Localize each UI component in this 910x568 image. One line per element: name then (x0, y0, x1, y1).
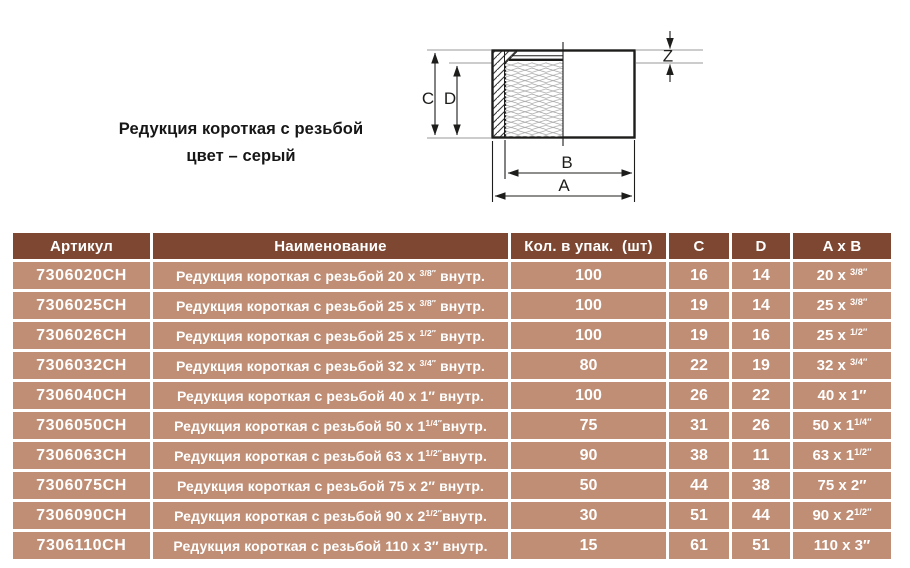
qty-cell: 75 (511, 412, 666, 439)
qty-cell: 80 (511, 352, 666, 379)
table-row (13, 472, 891, 499)
name-cell: Редукция короткая с резьбой 110 x 3″ внутр. (153, 532, 508, 559)
article-cell: 7306032CH (13, 352, 150, 379)
qty-cell: 100 (511, 322, 666, 349)
c-cell: 26 (669, 382, 729, 409)
page-header-area (0, 0, 910, 230)
name-cell: Редукция короткая с резьбой 75 x 2″ внутр. (153, 472, 508, 499)
c-cell: 51 (669, 502, 729, 529)
table-row (13, 262, 891, 289)
d-cell: 51 (732, 532, 790, 559)
c-cell: 31 (669, 412, 729, 439)
axb-cell: 40 x 1″ (793, 382, 891, 409)
d-cell: 16 (732, 322, 790, 349)
col-header-c: C (669, 233, 729, 259)
d-cell: 11 (732, 442, 790, 469)
name-cell: Редукция короткая с резьбой 25 x $^{3/8''}$ внутр. (153, 292, 508, 319)
dim-label-a: A (558, 176, 570, 195)
table-row (13, 442, 891, 469)
axb-cell: 25 x $^{3/8''}$ (793, 292, 891, 319)
article-cell: 7306026CH (13, 322, 150, 349)
col-header-name: Наименование (153, 233, 508, 259)
c-cell: 38 (669, 442, 729, 469)
table-header-row (13, 233, 891, 259)
table-row (13, 382, 891, 409)
left-wall-hatch (494, 52, 505, 137)
table-row (13, 502, 891, 529)
article-cell: 7306110CH (13, 532, 150, 559)
axb-cell: 75 x 2″ (793, 472, 891, 499)
product-title-line2: цвет – серый (186, 147, 296, 165)
name-cell: Редукция короткая с резьбой 32 x $^{3/4''}$ внутр. (153, 352, 508, 379)
product-title-line1: Редукция короткая с резьбой (118, 120, 364, 138)
axb-cell: 63 x $1^{1/2''}$ (793, 442, 891, 469)
name-cell: Редукция короткая с резьбой 40 x 1″ внутр. (153, 382, 508, 409)
axb-cell: 32 x $^{3/4''}$ (793, 352, 891, 379)
name-cell: Редукция короткая с резьбой 90 x $2^{1/2''}внутр$. (153, 502, 508, 529)
axb-cell: 110 x 3″ (793, 532, 891, 559)
qty-cell: 15 (511, 532, 666, 559)
axb-cell: 90 x $2^{1/2''}$ (793, 502, 891, 529)
c-cell: 19 (669, 292, 729, 319)
d-cell: 44 (732, 502, 790, 529)
axb-cell: 50 x $1^{1/4''}$ (793, 412, 891, 439)
fitting-body (493, 42, 635, 146)
table-row (13, 532, 891, 559)
table-row (13, 322, 891, 349)
product-title (80, 116, 402, 170)
dim-label-d: D (443, 89, 457, 108)
article-cell: 7306090CH (13, 502, 150, 529)
dim-label-c: C (421, 89, 435, 108)
qty-cell: 100 (511, 292, 666, 319)
name-cell: Редукция короткая с резьбой 63 x $1^{1/2''}внутр$. (153, 442, 508, 469)
article-cell: 7306075CH (13, 472, 150, 499)
axb-cell: 25 x $^{1/2''}$ (793, 322, 891, 349)
d-cell: 26 (732, 412, 790, 439)
table-row (13, 352, 891, 379)
col-header-axb: A x B (793, 233, 891, 259)
qty-cell: 30 (511, 502, 666, 529)
d-cell: 38 (732, 472, 790, 499)
c-cell: 16 (669, 262, 729, 289)
table-row (13, 292, 891, 319)
c-cell: 61 (669, 532, 729, 559)
d-cell: 14 (732, 262, 790, 289)
table-row (13, 412, 891, 439)
d-cell: 19 (732, 352, 790, 379)
article-cell: 7306063CH (13, 442, 150, 469)
name-cell: Редукция короткая с резьбой 25 x $^{1/2''}$ внутр. (153, 322, 508, 349)
qty-cell: 90 (511, 442, 666, 469)
name-cell: Редукция короткая с резьбой 20 x $^{3/8''}$ внутр. (153, 262, 508, 289)
c-cell: 44 (669, 472, 729, 499)
dim-label-z: Z (662, 46, 674, 66)
d-cell: 22 (732, 382, 790, 409)
qty-cell: 50 (511, 472, 666, 499)
d-cell: 14 (732, 292, 790, 319)
col-header-qty: Кол. в упак. (шт) (511, 233, 666, 259)
article-cell: 7306020CH (13, 262, 150, 289)
qty-cell: 100 (511, 382, 666, 409)
fitting-section-drawing (0, 0, 910, 230)
product-table (10, 230, 894, 562)
axb-cell: 20 x $^{3/8''}$ (793, 262, 891, 289)
article-cell: 7306040CH (13, 382, 150, 409)
name-cell: Редукция короткая с резьбой 50 x $1^{1/4''}внутр$. (153, 412, 508, 439)
internal-thread-hatch (505, 62, 563, 137)
dim-label-b: B (561, 153, 573, 172)
col-header-d: D (732, 233, 790, 259)
c-cell: 22 (669, 352, 729, 379)
article-cell: 7306050CH (13, 412, 150, 439)
c-cell: 19 (669, 322, 729, 349)
article-cell: 7306025CH (13, 292, 150, 319)
col-header-article: Артикул (13, 233, 150, 259)
qty-cell: 100 (511, 262, 666, 289)
